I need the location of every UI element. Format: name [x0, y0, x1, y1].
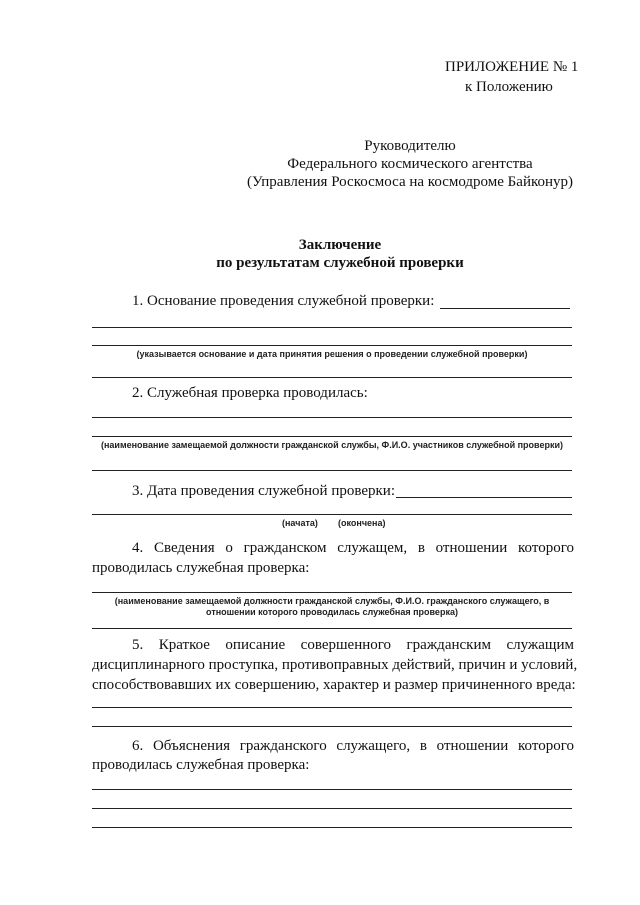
document-subtitle: по результатам служебной проверки — [216, 255, 464, 271]
section-5-line-1: 5. Краткое описание совершенного гражданским служащим — [132, 637, 574, 653]
section-3-label: 3. Дата проведения служебной проверки: — [132, 483, 395, 499]
section-6-blank-line-1[interactable] — [92, 789, 572, 790]
section-6-blank-line-3[interactable] — [92, 827, 572, 828]
document-title: Заключение — [298, 237, 382, 253]
section-5-blank-line-2[interactable] — [92, 726, 572, 727]
addressee-line-1: Руководителю — [364, 138, 456, 154]
section-1-blank-line-1[interactable] — [92, 327, 572, 328]
section-6-line-2: проводилась служебная проверка: — [92, 757, 310, 773]
section-3-hint-end: (окончена) — [338, 518, 386, 528]
section-4-line-2: проводилась служебная проверка: — [92, 560, 310, 576]
section-2-label: 2. Служебная проверка проводилась: — [132, 385, 368, 401]
addressee-line-2: Федерального космического агентства — [287, 156, 533, 172]
section-1-blank-line-2[interactable] — [92, 345, 572, 346]
section-3-inline-blank[interactable] — [396, 497, 572, 498]
section-1-hint: (указывается основание и дата принятия решения о проведении служебной проверки) — [136, 349, 528, 359]
section-2-blank-line-1[interactable] — [92, 417, 572, 418]
section-6-line-1: 6. Объяснения гражданского служащего, в отношении которого — [132, 738, 574, 754]
section-3-blank-line[interactable] — [92, 514, 572, 515]
appendix-title: ПРИЛОЖЕНИЕ № 1 — [445, 59, 579, 75]
addressee-line-3: (Управления Роскосмоса на космодроме Байконур) — [246, 174, 574, 190]
section-4-hint-line-1: (наименование замещаемой должности гражданской службы, Ф.И.О. гражданского служащего, в — [114, 596, 550, 606]
section-2-blank-line-2[interactable] — [92, 436, 572, 437]
section-6-blank-line-2[interactable] — [92, 808, 572, 809]
section-5-blank-line-1[interactable] — [92, 707, 572, 708]
section-1-blank-line-3[interactable] — [92, 377, 572, 378]
section-2-blank-line-3[interactable] — [92, 470, 572, 471]
section-4-line-1: 4. Сведения о гражданском служащем, в отношении которого — [132, 540, 574, 556]
section-5-line-2: дисциплинарного проступка, противоправных действий, причин и условий, — [92, 657, 578, 673]
section-2-hint: (наименование замещаемой должности гражданской службы, Ф.И.О. участников служебной проверки) — [100, 440, 563, 450]
section-4-hint-line-2: отношении которого проводилась служебная проверка) — [206, 607, 458, 617]
section-1-inline-blank[interactable] — [440, 308, 570, 309]
section-3-hint-start: (начата) — [282, 518, 318, 528]
appendix-subtitle: к Положению — [465, 79, 553, 95]
section-1-label: 1. Основание проведения служебной проверки: — [132, 293, 435, 309]
section-4-blank-line-1[interactable] — [92, 592, 572, 593]
section-4-blank-line-2[interactable] — [92, 628, 572, 629]
section-5-line-3: способствовавших их совершению, характер и размер причиненного вреда: — [92, 677, 576, 693]
